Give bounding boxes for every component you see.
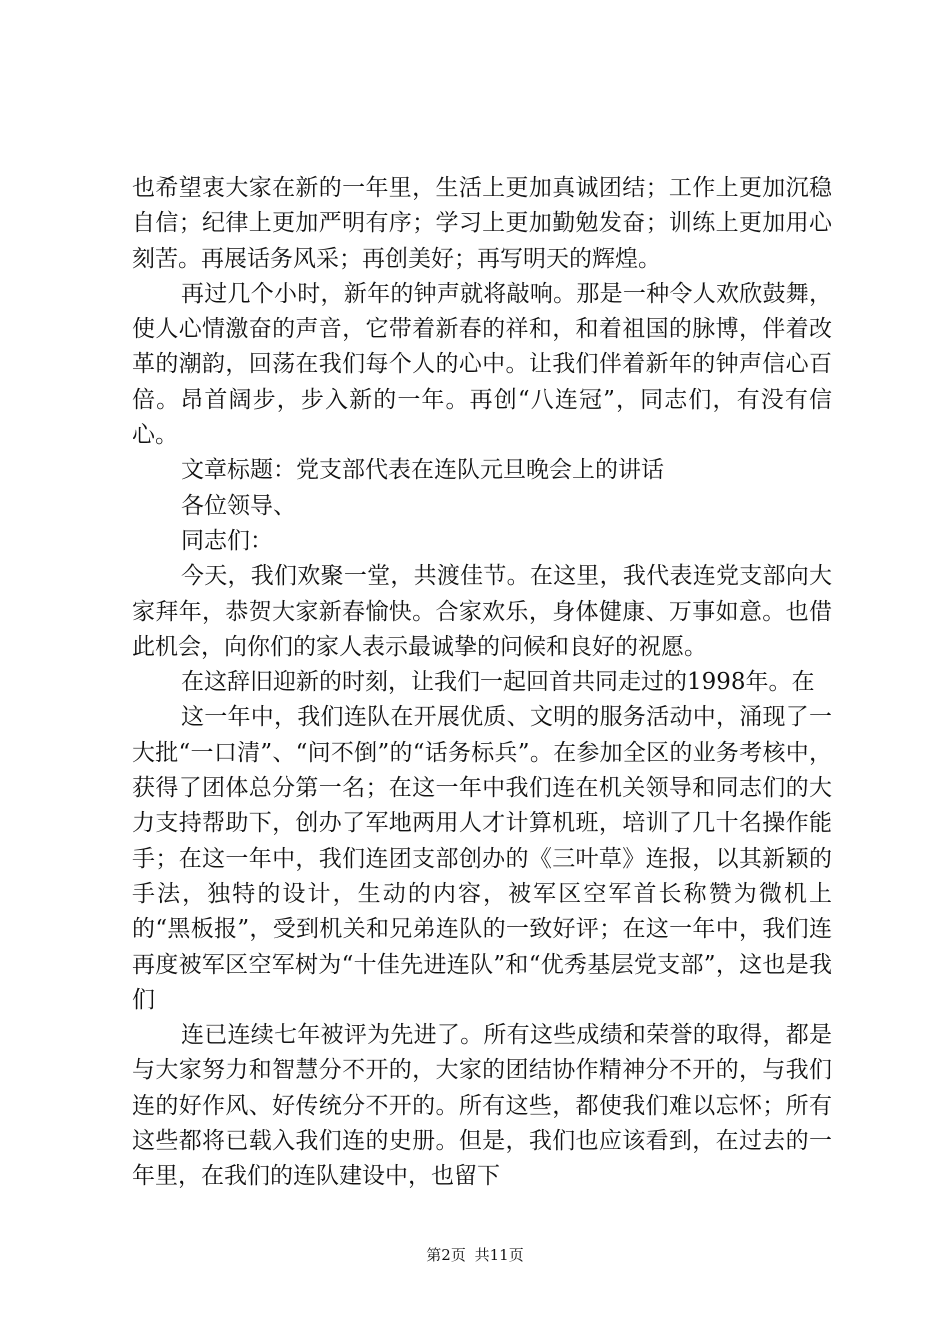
paragraph: 再过几个小时，新年的钟声就将敲响。那是一种令人欢欣鼓舞，使人心情激奋的声音，它带着新春的祥和，和着祖国的脉博，伴着改革的潮韵，回荡在我们每个人的心中。让我们伴着新年的钟声信心百倍。昂首阔步，步入新的一年。再创“八连冠”，同志们，有没有信心。 (132, 280, 832, 449)
page-total: 共11页 (474, 1246, 524, 1264)
page-footer (0, 1244, 950, 1265)
paragraph-salutation-leaders: 各位领导、 (181, 492, 296, 519)
paragraph: 在这辞旧迎新的时刻，让我们一起回首共同走过的1998年。在 (181, 669, 815, 696)
paragraph: 今天，我们欢聚一堂，共渡佳节。在这里，我代表连党支部向大家拜年，恭贺大家新春愉快。合家欢乐，身体健康、万事如意。也借此机会，向你们的家人表示最诚挚的问候和良好的祝愿。 (132, 563, 832, 660)
paragraph-article-title: 文章标题：党支部代表在连队元旦晚会上的讲话 (181, 457, 664, 484)
paragraph-salutation-comrades: 同志们： (181, 527, 273, 554)
document-body (132, 171, 832, 1195)
paragraph: 连已连续七年被评为先进了。所有这些成绩和荣誉的取得，都是与大家努力和智慧分不开的，大家的团结协作精神分不开的，与我们连的好作风、好传统分不开的。所有这些，都使我们难以忘怀；所有这些都将已载入我们连的史册。但是，我们也应该看到，在过去的一年里，在我们的连队建设中，也留下 (132, 1022, 832, 1190)
page-number: 第2页 (426, 1246, 466, 1264)
paragraph: 也希望衷大家在新的一年里，生活上更加真诚团结；工作上更加沉稳自信；纪律上更加严明有序；学习上更加勤勉发奋；训练上更加用心刻苦。再展话务风采；再创美好；再写明天的辉煌。 (132, 175, 832, 272)
paragraph: 这一年中，我们连队在开展优质、文明的服务活动中，涌现了一大批“一口清”、“问不倒”的“话务标兵”。在参加全区的业务考核中，获得了团体总分第一名；在这一年中我们连在机关领导和同志们的大力支持帮助下，创办了军地两用人才计算机班，培训了几十名操作能手；在这一年中，我们连团支部创办的《三叶草》连报，以其新颖的手法，独特的设计，生动的内容，被军区空军首长称赞为微机上的“黑板报”，受到机关和兄弟连队的一致好评；在这一年中，我们连再度被军区空军树为“十佳先进连队”和“优秀基层党支部”，这也是我们 (132, 704, 832, 1013)
